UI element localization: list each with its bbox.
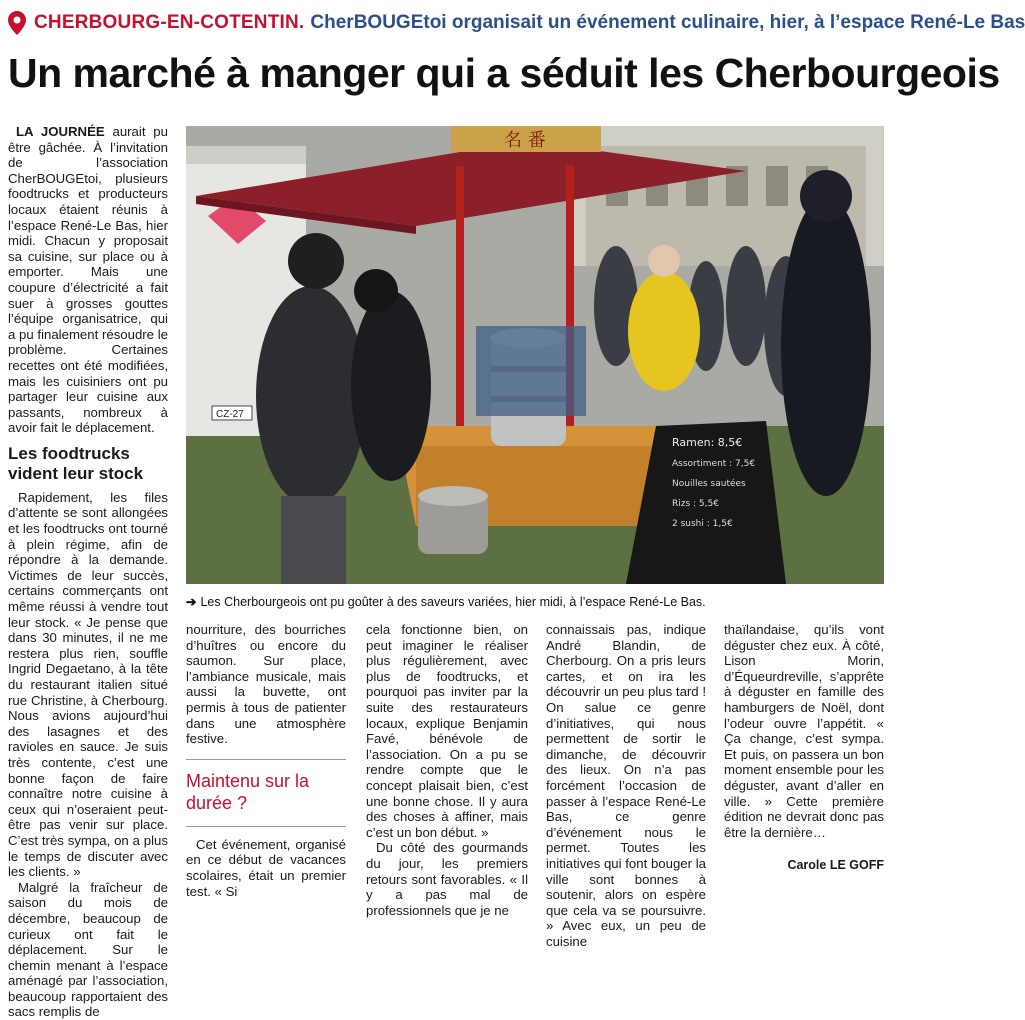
section-subhead: Les foodtrucks vident leur stock [8, 443, 144, 483]
body-paragraph: Malgré la fraîcheur de saison du mois de décembre, beaucoup de curieux ont fait le déplacement. Sur le chemin menant à l’espace aménagé par l’association, beaucoup rapportaient des sacs remplis de [8, 879, 168, 1020]
truck-plate: CZ-27 [216, 409, 244, 420]
lead-dropword: LA JOURNÉE [16, 124, 105, 139]
photo-caption [186, 594, 706, 609]
lead-paragraph [8, 124, 168, 436]
market-photo-illustration [186, 126, 884, 584]
body-paragraph: nourriture, des bourriches d’huîtres ou encore du saumon. Sur place, l’ambiance musicale, mais aussi la buvette, ont permis à tous de patienter dans une atmosphère festive. [186, 622, 346, 747]
column-1 [8, 124, 168, 1020]
board-line: Rizs : 5,5€ [672, 499, 719, 509]
teaser-heading: Maintenu sur la durée ? [186, 770, 310, 813]
teaser-box [186, 759, 346, 827]
body-paragraph: Du côté des gourmands du jour, les premiers retours sont favorables. « Il y a pas mal de professionnels que je ne [366, 840, 528, 918]
stall-sign: 名 番 [504, 130, 546, 151]
column-4 [546, 622, 706, 949]
column-3 [366, 622, 528, 918]
body-paragraph: thaïlandaise, qu’ils vont déguster chez eux. À côté, Lison Morin, d’Équeurdreville, s’apprête à déguster en famille des hamburgers de Noël, dont l’odeur ouvre l’appétit. « Ça change, c’est sympa. Et puis, on passera un bon moment ensemble pour les déguster, avant d’aller en ville. » Cette première édition ne devrait donc pas être la dernière… [724, 622, 884, 840]
column-5 [724, 622, 884, 874]
article-kicker [8, 8, 1025, 38]
body-paragraph: Cet événement, organisé en ce début de vacances scolaires, était un premier test. « Si [186, 836, 346, 899]
body-paragraph: connaissais pas, indique André Blandin, de Cherbourg. On a pris leurs cartes, et on ira les découvrir un peu plus tard ! On salue ce genre d’initiatives, qui nous permettent de sortir le dimanche, de découvrir des lieux. On n’a pas forcément l’occasion de passer à l’espace René-Le Bas, ce genre d’événement nous le permet. Toutes les initiatives qui font bouger la ville sont bonnes à soutenir, alors on espère que cela va se poursuivre. » Avec eux, un peu de cuisine [546, 622, 706, 949]
kicker-city: CHERBOURG-EN-COTENTIN. [34, 12, 305, 33]
board-line: Assortiment : 7,5€ [672, 459, 756, 469]
board-line: Nouilles sautées [672, 479, 746, 489]
body-paragraph: cela fonctionne bien, on peut imaginer le réaliser plus régulièrement, avec plus de foodtrucks, et pourquoi pas inviter par la suite des restaurateurs locaux, explique Benjamin Favé, bénévole de l’association. On a pu se rendre compte que le concept plaisait bien, c’est une bonne chose. Il y aura des choses à affiner, mais c’est un bon début. » [366, 622, 528, 840]
column-2 [186, 622, 346, 899]
board-line: 2 sushi : 1,5€ [672, 519, 733, 529]
arrow-right-icon: ➔ [186, 595, 197, 609]
location-pin-icon [8, 11, 26, 35]
article-photo [186, 126, 884, 584]
photo-caption-text: Les Cherbourgeois ont pu goûter à des saveurs variées, hier midi, à l’espace René-Le Bas. [200, 595, 706, 609]
lead-text: aurait pu être gâchée. À l’invitation de l’association CherBOUGEtoi, plusieurs foodtrucks et producteurs locaux étaient réunis à l’espace René-Le Bas, hier midi. Chacun y proposait sa cuisine, sur place ou à emporter. Mais une coupure d’électricité a fait suer à grosses gouttes l’équipe organisatrice, qui a pu finalement résoudre le problème. Certaines recettes ont été modifiées, mais les cuisiniers ont pu partager leur cuisine aux passants, nombreux à avoir fait le déplacement. [8, 124, 168, 436]
board-title: Ramen: 8,5€ [672, 436, 743, 449]
kicker-subtitle: CherBOUGEtoi organisait un événement culinaire, hier, à l’espace René-Le Bas [310, 12, 1025, 33]
article-headline: Un marché à manger qui a séduit les Cherbourgeois [8, 50, 1000, 96]
body-paragraph: Rapidement, les files d’attente se sont allongées et les foodtrucks ont tourné à plein régime, afin de répondre à la demande. Victimes de leur succès, certains commerçants ont même réussi à vendre tout leur stock. « Je pense que dans 30 minutes, il ne me restera plus rien, souffle Ingrid Degaetano, à la tête du restaurant italien situé rue Christine, à Cherbourg. Nous avions aujourd’hui des lasagnes et des ravioles en sauce. Je suis très contente, c’est une bonne façon de faire connaître notre cuisine à ceux qui n’oseraient peut-être pas venir sur place. C’est très sympa, on a plus le temps de discuter avec les clients. » [8, 489, 168, 880]
author-signature: Carole LE GOFF [787, 858, 884, 873]
